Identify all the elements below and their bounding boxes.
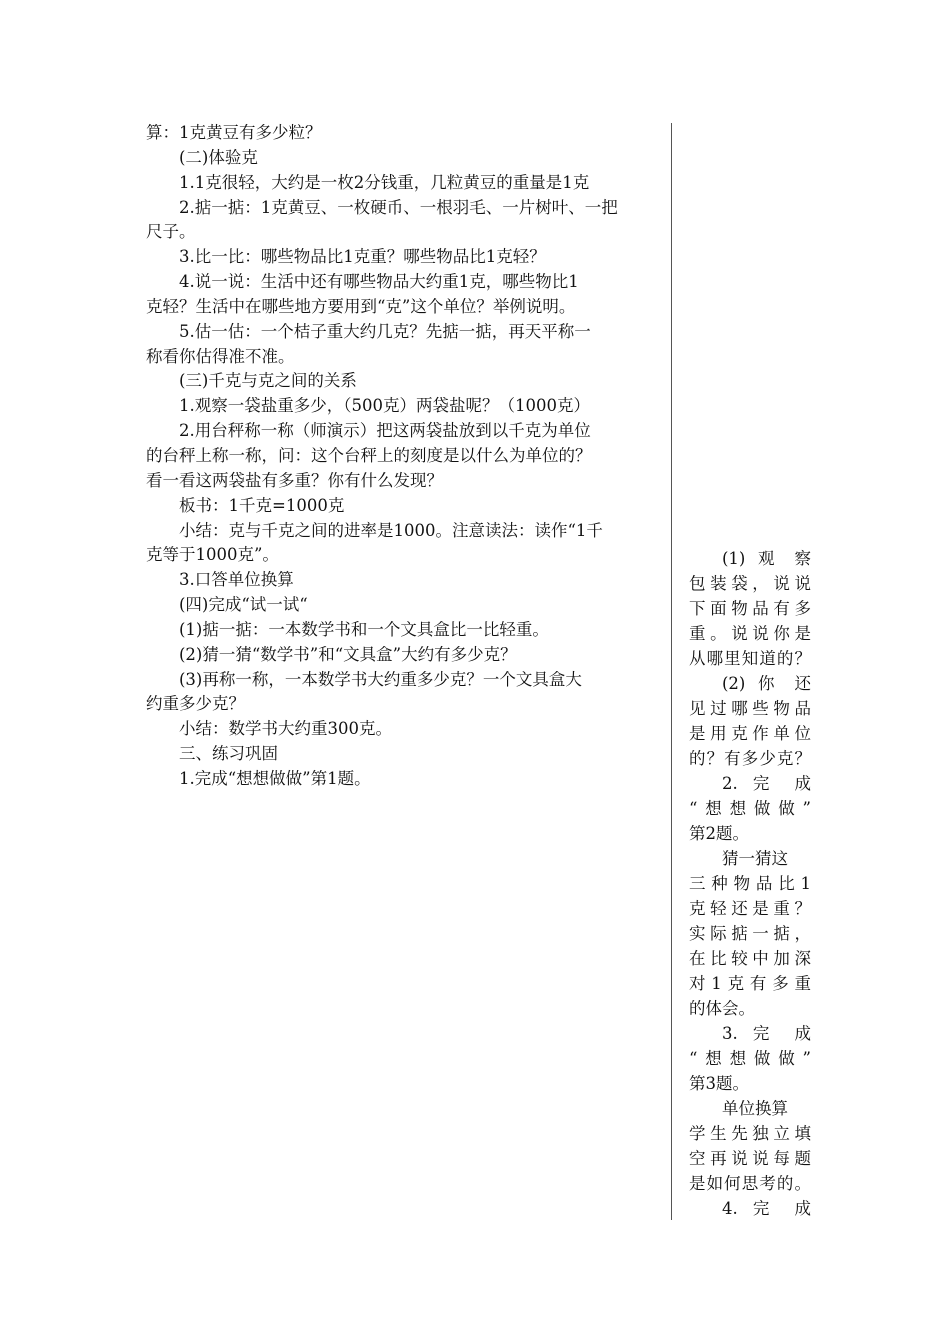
note-line: 第2题。 <box>689 824 749 843</box>
note-line: 单位换算 <box>722 1099 788 1118</box>
note-line: 克轻还是重？ <box>689 899 811 918</box>
note-line: 猜一猜这 <box>722 849 788 868</box>
design-notes-column <box>689 546 811 1221</box>
body-line: 1.观察一袋盐重多少，（500克）两袋盐呢？（1000克） <box>179 396 590 416</box>
note-line: 4. 完 成 <box>722 1199 811 1218</box>
body-line: (1)掂一掂：一本数学书和一个文具盒比一比轻重。 <box>179 619 549 639</box>
note-line: 2. 完 成 <box>722 774 811 793</box>
body-line: 3.比一比：哪些物品比1克重？哪些物品比1克轻？ <box>179 247 546 267</box>
note-line: 下面物品有多 <box>689 599 811 618</box>
note-line: “想想做做” <box>689 799 811 818</box>
body-line: 小结：数学书大约重300克。 <box>179 719 392 739</box>
note-line: 3. 完 成 <box>722 1024 811 1043</box>
note-line: 实际掂一掂， <box>689 924 811 943</box>
column-divider <box>671 123 672 1220</box>
note-line: 从哪里知道的？ <box>689 649 811 668</box>
note-line: 是用克作单位 <box>689 724 811 743</box>
note-line: (1) 观 察 <box>722 549 811 568</box>
note-line: 三种物品比1 <box>689 874 811 893</box>
note-line: 重。说说你是 <box>689 624 811 643</box>
body-line: 2.掂一掂：1克黄豆、一枚硬币、一根羽毛、一片树叶、一把 <box>179 197 618 217</box>
body-line: 1.1克很轻，大约是一枚2分钱重，几粒黄豆的重量是1克 <box>179 172 590 192</box>
note-line: 第3题。 <box>689 1074 749 1093</box>
note-line: (2) 你 还 <box>722 674 811 693</box>
body-line: 5.估一估：一个桔子重大约几克？先掂一掂，再天平称一 <box>179 321 591 341</box>
body-line: 克等于1000克”。 <box>146 545 279 565</box>
note-line: 是如何思考的。 <box>689 1174 811 1193</box>
body-line: (2)猜一猜“数学书”和“文具盒”大约有多少克？ <box>179 644 517 664</box>
body-line: 算：1克黄豆有多少粒？ <box>146 123 322 142</box>
body-line: 4.说一说：生活中还有哪些物品大约重1克，哪些物比1 <box>179 272 579 292</box>
body-line: (三)千克与克之间的关系 <box>179 371 357 391</box>
body-line: 克轻？生活中在哪些地方要用到“克”这个单位？举例说明。 <box>146 296 576 316</box>
note-line: 的体会。 <box>689 999 755 1018</box>
note-line: 见过哪些物品 <box>689 699 811 718</box>
note-line: 空再说说每题 <box>689 1149 811 1168</box>
body-line: (二)体验克 <box>179 147 258 167</box>
body-line: 看一看这两袋盐有多重？你有什么发现？ <box>146 470 443 490</box>
body-line: 尺子。 <box>146 222 196 242</box>
body-line: (四)完成“试一试“ <box>179 595 308 615</box>
body-line: 称看你估得准不准。 <box>146 346 295 366</box>
body-line: 约重多少克？ <box>146 694 245 714</box>
body-line: 1.完成“想想做做”第1题。 <box>179 768 371 788</box>
lesson-body-column <box>146 121 660 792</box>
note-line: 的？有多少克？ <box>689 749 811 768</box>
note-line: “想想做做” <box>689 1049 811 1068</box>
note-line: 学生先独立填 <box>689 1124 811 1143</box>
note-line: 在比较中加深 <box>689 949 811 968</box>
body-line: (3)再称一称，一本数学书大约重多少克？一个文具盒大 <box>179 669 582 689</box>
body-line: 板书：1千克=1000克 <box>179 495 345 515</box>
body-line: 的台秤上称一称，问：这个台秤上的刻度是以什么为单位的？ <box>146 445 592 465</box>
body-line: 小结：克与千克之间的进率是1000。注意读法：读作“1千 <box>179 520 603 540</box>
note-line: 包装袋，说说 <box>689 574 811 593</box>
note-line: 对1克有多重 <box>689 974 811 993</box>
body-line: 2.用台秤称一称（师演示）把这两袋盐放到以千克为单位 <box>179 421 591 441</box>
body-line: 三、练习巩固 <box>179 744 278 764</box>
body-line: 3.口答单位换算 <box>179 570 294 590</box>
